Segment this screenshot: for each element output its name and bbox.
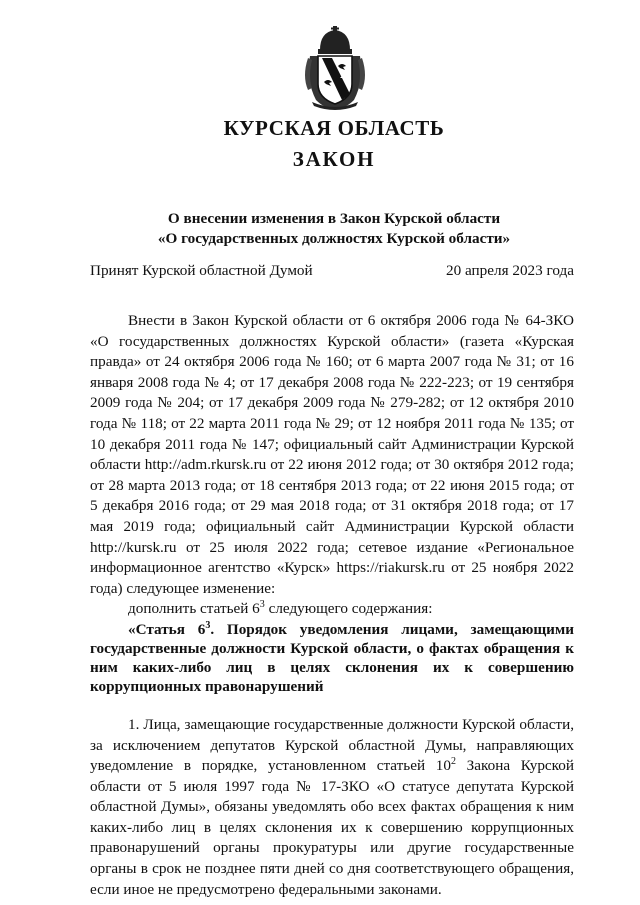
law-title bbox=[0, 209, 640, 249]
adoption-line bbox=[90, 262, 574, 280]
adoption-date: 20 апреля 2023 года bbox=[446, 262, 574, 279]
law-title-line-2: «О государственных должностях Курской области» bbox=[157, 230, 511, 247]
intro-paragraph: Внести в Закон Курской области от 6 октября 2006 года № 64-ЗКО «О государственных должностях Курской области» (газета «Курская правда» от 24 октября 2006 года № 160; от 6 марта 2007 года № 31; от 16 января 2008 года № 4; от 17 декабря 2008 года № 222-223; от 19 сентября 2009 года № 204; от 17 декабря 2009 года № 279-282; от 12 октября 2010 года № 118; от 22 марта 2011 года № 29; от 12 ноября 2011 года № 135; от 10 декабря 2011 года № 147; официальный сайт Администрации Курской области http://adm.rkursk.ru от 22 июня 2012 года; от 30 октября 2012 года; от 28 марта 2013 года; от 18 сентября 2013 года; от 22 июня 2015 года; от 5 декабря 2016 года; от 29 мая 2018 года; от 31 октября 2018 года; от 17 мая 2019 года; официальный сайт Администрации Курской области http://kursk.ru от 25 июля 2022 года; сетевое издание «Региональное информационное агентство «Курск» https://riakursk.ru от 25 ноября 2022 года) следующее изменение: bbox=[90, 312, 574, 597]
coat-of-arms-emblem bbox=[302, 26, 368, 110]
adopted-by: Принят Курской областной Думой bbox=[90, 262, 313, 279]
point-1-paragraph: 1. Лица, замещающие государственные должности Курской области, за исключением депутатов Курской областной Думы, направляющих уведомление в порядке, установленном статьей $10^2$ Закона Курской области от 5 июля 1997 года № 17-ЗКО «О статусе депутата Курской областной Думы», обязаны уведомлять обо всех фактах обращения к ним каких-либо лиц в целях склонения их к совершению коррупционных правонарушений органы прокуратуры или другие государственные органы в срок не позднее пяти дней со дня соответствующего обращения, если иное не предусмотрено федеральными законами. bbox=[90, 715, 574, 898]
law-title-line-1: О внесении изменения в Закон Курской области bbox=[167, 210, 501, 227]
supplement-paragraph: дополнить статьей $6^3$ следующего содержания: bbox=[128, 599, 433, 618]
document-type-heading: ЗАКОН bbox=[292, 147, 376, 171]
article-heading: «Статья $6^3$. Порядок уведомления лицами, замещающими государственные должности Курской области, о фактах обращения к ним каких-либо лиц в целях склонения их к совершению коррупционных правонарушений bbox=[90, 619, 574, 695]
region-heading: КУРСКАЯ ОБЛАСТЬ bbox=[223, 116, 445, 140]
law-body bbox=[90, 311, 574, 900]
